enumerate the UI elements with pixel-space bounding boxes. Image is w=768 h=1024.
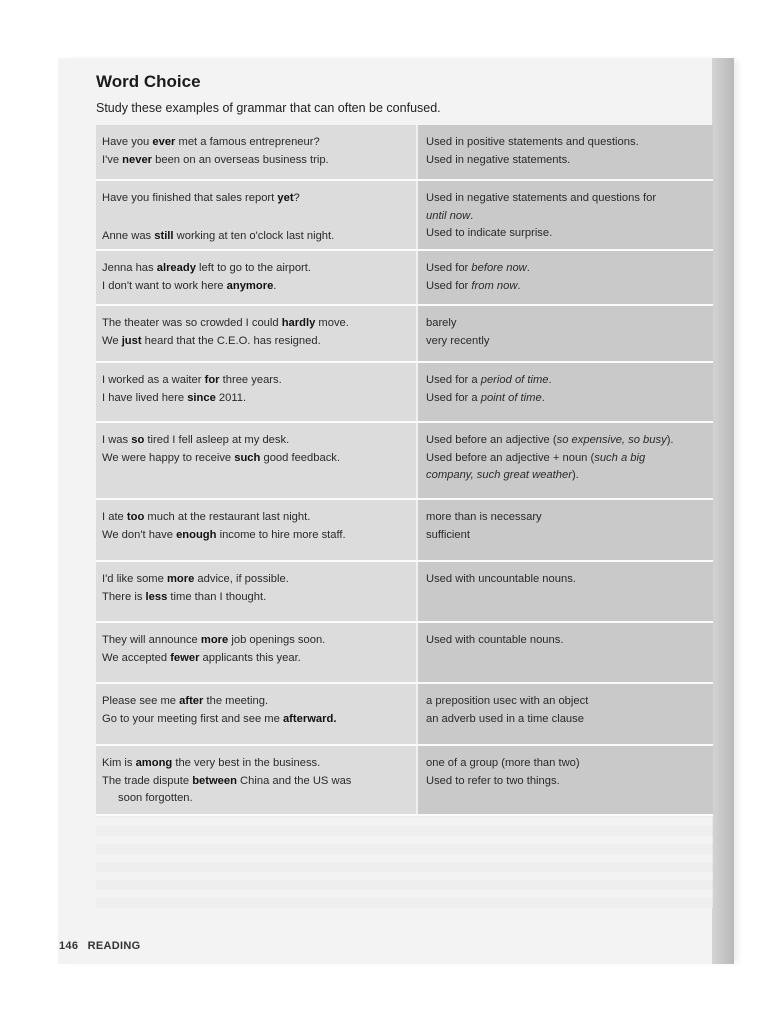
text-segment: an adverb used in a time clause bbox=[426, 712, 584, 725]
text-segment: Used to indicate surprise. bbox=[426, 227, 553, 239]
uses-line bbox=[426, 134, 707, 152]
text-segment: company, such great weather bbox=[426, 469, 572, 481]
text-segment: ? bbox=[293, 192, 300, 204]
text-segment: We were happy to receive bbox=[102, 451, 235, 464]
text-segment: the meeting. bbox=[203, 695, 269, 707]
section-subtitle: Study these examples of grammar that can often be confused. bbox=[96, 101, 441, 115]
uses-line bbox=[426, 509, 707, 527]
page-number: 146 bbox=[59, 940, 79, 952]
text-segment: from now bbox=[471, 279, 518, 292]
text-segment: Have you finished that sales report bbox=[102, 192, 278, 204]
text-segment: job openings soon. bbox=[228, 634, 326, 646]
text-segment: working at ten o'clock last night. bbox=[173, 229, 335, 242]
keyword: among bbox=[135, 757, 173, 769]
uses-line bbox=[426, 527, 707, 545]
keyword: more bbox=[166, 573, 195, 585]
table-row bbox=[96, 684, 713, 746]
text-segment: sufficient bbox=[426, 528, 470, 541]
text-segment: ). bbox=[571, 469, 579, 481]
text-segment: applicants this year. bbox=[199, 651, 301, 664]
text-segment: Used for bbox=[426, 262, 472, 274]
text-segment: We bbox=[102, 334, 122, 347]
text-segment: . bbox=[470, 209, 474, 222]
examples-line bbox=[102, 152, 410, 170]
usage-cell bbox=[416, 125, 713, 179]
text-segment: Used for bbox=[426, 279, 472, 292]
table-row bbox=[96, 306, 713, 363]
text-segment: Please see me bbox=[102, 695, 180, 707]
table-row bbox=[96, 125, 713, 181]
examples-line bbox=[102, 571, 410, 589]
table-row bbox=[96, 500, 713, 562]
text-segment: such a big bbox=[594, 451, 646, 464]
text-segment: move. bbox=[315, 317, 349, 329]
example-cell bbox=[96, 125, 416, 179]
usage-cell bbox=[416, 363, 713, 421]
text-segment: We accepted bbox=[102, 651, 171, 664]
text-segment: The theater was so crowded I could bbox=[102, 317, 282, 329]
keyword: ever bbox=[152, 136, 176, 148]
examples-line bbox=[102, 693, 410, 711]
text-segment: soon forgotten. bbox=[118, 792, 193, 804]
text-segment: time than I thought. bbox=[167, 590, 267, 603]
keyword: after bbox=[179, 695, 204, 707]
usage-cell bbox=[416, 306, 713, 361]
examples-line bbox=[102, 650, 410, 668]
text-segment: There is bbox=[102, 590, 146, 603]
examples-line bbox=[102, 790, 410, 808]
keyword: so bbox=[131, 434, 145, 446]
example-cell bbox=[96, 562, 416, 621]
table-row bbox=[96, 251, 713, 306]
examples-line bbox=[102, 260, 410, 278]
text-segment: Have you bbox=[102, 136, 153, 148]
examples-line bbox=[102, 278, 410, 296]
keyword: between bbox=[192, 774, 237, 787]
examples-line bbox=[102, 773, 410, 791]
examples-line bbox=[102, 711, 410, 729]
examples-line bbox=[102, 390, 410, 408]
uses-line bbox=[426, 190, 707, 208]
text-segment: income to hire more staff. bbox=[216, 528, 346, 541]
text-segment: Used with uncountable nouns. bbox=[426, 573, 576, 585]
examples-line bbox=[102, 372, 410, 390]
text-segment: Used before an adjective ( bbox=[426, 434, 557, 446]
usage-cell bbox=[416, 746, 713, 814]
text-segment: a preposition usec with an object bbox=[426, 695, 589, 707]
text-segment: Used with countable nouns. bbox=[426, 634, 564, 646]
text-segment: Used in positive statements and questions. bbox=[426, 136, 639, 148]
example-cell bbox=[96, 500, 416, 560]
table-row bbox=[96, 623, 713, 684]
text-segment: We don't have bbox=[102, 528, 177, 541]
text-segment: until now bbox=[426, 209, 471, 222]
keyword: more bbox=[200, 634, 229, 646]
examples-line bbox=[102, 333, 410, 351]
table-row bbox=[96, 363, 713, 423]
page-footer bbox=[59, 940, 140, 952]
text-segment: I ate bbox=[102, 511, 127, 523]
keyword: less bbox=[145, 590, 168, 603]
examples-line bbox=[102, 509, 410, 527]
example-cell bbox=[96, 623, 416, 682]
uses-line bbox=[426, 225, 707, 243]
uses-line bbox=[426, 467, 707, 485]
text-segment: three years. bbox=[219, 374, 282, 386]
text-segment: . bbox=[273, 279, 277, 292]
keyword: afterward. bbox=[282, 712, 337, 725]
examples-line bbox=[102, 527, 410, 545]
usage-cell bbox=[416, 684, 713, 744]
usage-cell bbox=[416, 251, 713, 304]
text-segment: I have lived here bbox=[102, 391, 188, 404]
text-segment: 2011. bbox=[215, 391, 247, 404]
text-segment: . bbox=[517, 279, 521, 292]
keyword: too bbox=[126, 511, 145, 523]
example-cell bbox=[96, 306, 416, 361]
uses-line bbox=[426, 372, 707, 390]
text-segment: so expensive, so busy bbox=[556, 434, 667, 446]
text-segment: Used before an adjective + noun ( bbox=[426, 451, 595, 464]
table-row bbox=[96, 746, 713, 816]
section-name: READING bbox=[87, 940, 141, 952]
text-segment: I worked as a waiter bbox=[102, 374, 205, 386]
text-segment: The trade dispute bbox=[102, 774, 193, 787]
examples-line bbox=[102, 432, 410, 450]
uses-line bbox=[426, 711, 707, 729]
keyword: fewer bbox=[170, 651, 200, 664]
keyword: yet bbox=[277, 192, 294, 204]
text-segment: Go to your meeting first and see me bbox=[102, 712, 283, 725]
text-segment: Used to refer to two things. bbox=[426, 774, 560, 787]
uses-line bbox=[426, 773, 707, 791]
text-segment: Jenna has bbox=[102, 262, 157, 274]
keyword: hardly bbox=[281, 317, 316, 329]
examples-line bbox=[102, 632, 410, 650]
uses-line bbox=[426, 278, 707, 296]
example-cell bbox=[96, 746, 416, 814]
examples-line bbox=[102, 589, 410, 607]
uses-line bbox=[426, 390, 707, 408]
text-segment: I was bbox=[102, 434, 132, 446]
uses-line bbox=[426, 571, 707, 589]
text-segment: Anne was bbox=[102, 229, 155, 242]
example-cell bbox=[96, 684, 416, 744]
example-cell bbox=[96, 363, 416, 421]
examples-line bbox=[102, 755, 410, 773]
uses-line bbox=[426, 260, 707, 278]
examples-line bbox=[102, 315, 410, 333]
examples-line bbox=[102, 134, 410, 152]
examples-line bbox=[102, 450, 410, 468]
text-segment: heard that the C.E.O. has resigned. bbox=[141, 334, 321, 347]
text-segment: been on an overseas business trip. bbox=[152, 153, 329, 166]
text-segment: . bbox=[548, 374, 552, 386]
uses-line bbox=[426, 432, 707, 450]
text-segment: I don't want to work here bbox=[102, 279, 227, 292]
text-segment: more than is necessary bbox=[426, 511, 542, 523]
text-segment: . bbox=[526, 262, 530, 274]
uses-line bbox=[426, 333, 707, 351]
uses-line bbox=[426, 315, 707, 333]
text-segment: They will announce bbox=[102, 634, 201, 646]
show-through-text bbox=[96, 808, 713, 908]
uses-line bbox=[426, 208, 707, 226]
keyword: never bbox=[122, 153, 153, 166]
usage-cell bbox=[416, 423, 713, 498]
page-binding-shadow bbox=[712, 58, 734, 964]
keyword: such bbox=[234, 451, 261, 464]
text-segment: tired I fell asleep at my desk. bbox=[144, 434, 290, 446]
example-cell bbox=[96, 181, 416, 249]
keyword: since bbox=[187, 391, 216, 404]
uses-line bbox=[426, 152, 707, 170]
table-row bbox=[96, 423, 713, 500]
usage-cell bbox=[416, 500, 713, 560]
examples-line bbox=[102, 190, 410, 208]
text-segment: much at the restaurant last night. bbox=[144, 511, 311, 523]
text-segment: Used in negative statements. bbox=[426, 153, 571, 166]
text-segment: one of a group (more than two) bbox=[426, 757, 580, 769]
keyword: for bbox=[204, 374, 220, 386]
uses-line bbox=[426, 632, 707, 650]
text-segment: barely bbox=[426, 317, 457, 329]
text-segment: period of time bbox=[480, 374, 549, 386]
usage-cell bbox=[416, 181, 713, 249]
uses-line bbox=[426, 450, 707, 468]
text-segment: Used in negative statements and questions for bbox=[426, 192, 657, 204]
text-segment: Used for a bbox=[426, 374, 481, 386]
examples-line bbox=[102, 228, 410, 246]
usage-cell bbox=[416, 623, 713, 682]
grammar-table bbox=[96, 125, 713, 816]
text-segment: met a famous entrepreneur? bbox=[175, 136, 320, 148]
keyword: already bbox=[156, 262, 196, 274]
text-segment: before now bbox=[471, 262, 527, 274]
example-cell bbox=[96, 423, 416, 498]
text-segment: the very best in the business. bbox=[172, 757, 321, 769]
text-segment: very recently bbox=[426, 334, 490, 347]
text-segment: Kim is bbox=[102, 757, 136, 769]
example-cell bbox=[96, 251, 416, 304]
text-segment: left to go to the airport. bbox=[195, 262, 311, 274]
text-segment: . bbox=[541, 391, 545, 404]
text-segment: Used for a bbox=[426, 391, 481, 404]
text-segment: good feedback. bbox=[260, 451, 340, 464]
text-segment: advice, if possible. bbox=[194, 573, 289, 585]
uses-line bbox=[426, 755, 707, 773]
keyword: still bbox=[154, 229, 174, 242]
text-segment: point of time bbox=[480, 391, 542, 404]
text-segment: I'd like some bbox=[102, 573, 167, 585]
text-segment: ). bbox=[666, 434, 674, 446]
usage-cell bbox=[416, 562, 713, 621]
keyword: just bbox=[121, 334, 142, 347]
table-row bbox=[96, 181, 713, 251]
section-title: Word Choice bbox=[96, 72, 201, 91]
uses-line bbox=[426, 693, 707, 711]
table-row bbox=[96, 562, 713, 623]
text-segment: China and the US was bbox=[236, 774, 352, 787]
text-segment: I've bbox=[102, 153, 123, 166]
keyword: enough bbox=[176, 528, 217, 541]
keyword: anymore bbox=[226, 279, 274, 292]
